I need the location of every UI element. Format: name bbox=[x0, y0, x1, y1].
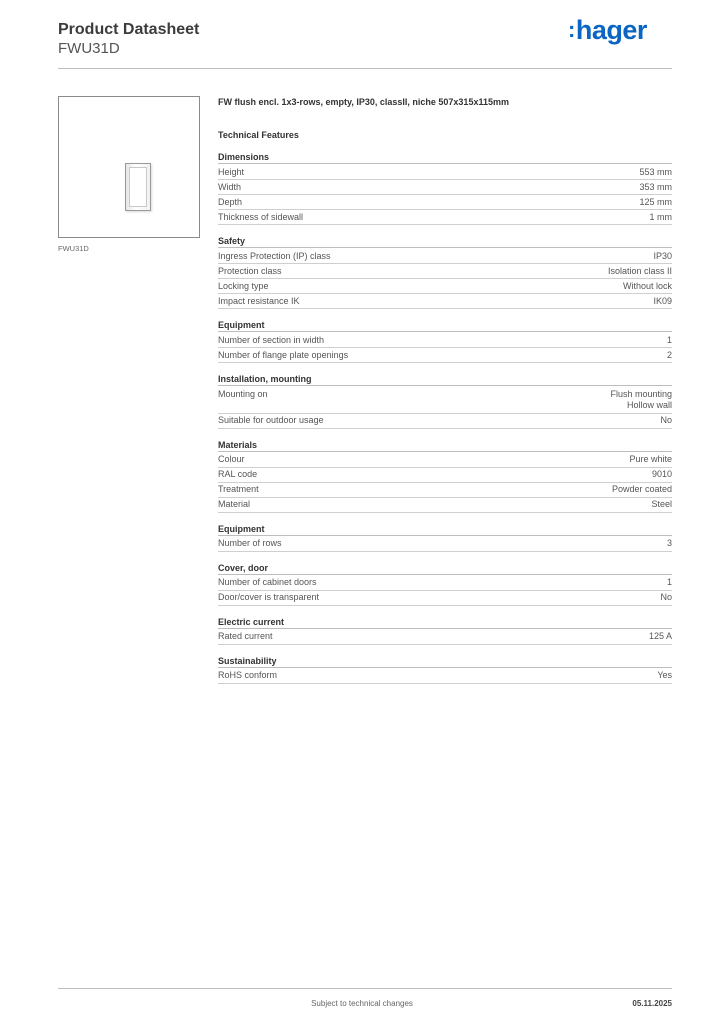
feature-label: Number of rows bbox=[218, 538, 282, 548]
product-code: FWU31D bbox=[58, 40, 120, 57]
section-title: Sustainability bbox=[218, 655, 672, 668]
section-title: Electric current bbox=[218, 616, 672, 629]
feature-label: Number of cabinet doors bbox=[218, 577, 317, 587]
page-title: Product Datasheet bbox=[58, 21, 200, 38]
feature-value: 553 mm bbox=[639, 166, 672, 177]
feature-row bbox=[218, 264, 672, 279]
technical-content bbox=[218, 96, 672, 694]
feature-section bbox=[218, 151, 672, 225]
feature-label: Colour bbox=[218, 454, 245, 464]
feature-value: IK09 bbox=[653, 295, 672, 306]
feature-value: 2 bbox=[666, 349, 672, 360]
feature-row bbox=[218, 537, 672, 552]
feature-section bbox=[218, 319, 672, 363]
feature-section bbox=[218, 562, 672, 606]
section-title: Safety bbox=[218, 235, 672, 248]
feature-label: RAL code bbox=[218, 469, 258, 479]
feature-label: Door/cover is transparent bbox=[218, 592, 320, 602]
product-image-frame bbox=[58, 96, 200, 238]
feature-row bbox=[218, 333, 672, 348]
feature-row bbox=[218, 165, 672, 180]
feature-label: Impact resistance IK bbox=[218, 295, 300, 306]
product-image-caption: FWU31D bbox=[58, 244, 89, 253]
feature-label: Thickness of sidewall bbox=[218, 211, 304, 222]
feature-section bbox=[218, 373, 672, 429]
section-title: Dimensions bbox=[218, 151, 672, 164]
section-title: Equipment bbox=[218, 319, 672, 332]
feature-value: 1 bbox=[666, 334, 672, 345]
feature-value: Isolation class II bbox=[607, 265, 672, 276]
feature-value: Without lock bbox=[622, 280, 672, 291]
feature-value: 9010 bbox=[651, 469, 672, 479]
feature-label: Protection class bbox=[218, 265, 282, 276]
footer-note: Subject to technical changes bbox=[311, 999, 413, 1008]
feature-section bbox=[218, 655, 672, 684]
logo-text: hager bbox=[575, 15, 647, 45]
enclosure-product-image bbox=[125, 163, 151, 211]
product-description: FW flush encl. 1x3-rows, empty, IP30, classII, niche 507x315x115mm bbox=[218, 97, 509, 107]
header-divider bbox=[58, 68, 672, 69]
feature-label: Rated current bbox=[218, 631, 273, 641]
feature-label: Number of section in width bbox=[218, 334, 325, 345]
feature-row bbox=[218, 180, 672, 195]
feature-row bbox=[218, 630, 672, 645]
feature-label: Treatment bbox=[218, 484, 259, 494]
footer-date: 05.11.2025 bbox=[632, 999, 672, 1008]
feature-value: 1 bbox=[666, 577, 672, 587]
feature-row bbox=[218, 483, 672, 498]
technical-features-heading: Technical Features bbox=[218, 130, 299, 140]
feature-value: Powder coated bbox=[611, 484, 672, 494]
feature-label: Ingress Protection (IP) class bbox=[218, 250, 331, 261]
feature-label: Locking type bbox=[218, 280, 269, 291]
feature-row bbox=[218, 498, 672, 513]
feature-row bbox=[218, 453, 672, 468]
feature-label: Mounting on bbox=[218, 388, 268, 399]
feature-label: Height bbox=[218, 166, 245, 177]
hager-logo bbox=[568, 15, 647, 46]
feature-sections bbox=[218, 151, 672, 684]
feature-section bbox=[218, 439, 672, 513]
footer-divider bbox=[58, 988, 672, 989]
feature-row bbox=[218, 414, 672, 429]
feature-row bbox=[218, 591, 672, 606]
feature-label: Depth bbox=[218, 196, 243, 207]
section-title: Equipment bbox=[218, 523, 672, 536]
section-title: Cover, door bbox=[218, 562, 672, 575]
feature-value: 353 mm bbox=[639, 181, 672, 192]
feature-label: RoHS conform bbox=[218, 670, 278, 680]
feature-value: 125 mm bbox=[639, 196, 672, 207]
feature-value: Steel bbox=[651, 499, 672, 509]
logo-colon-mark: : bbox=[568, 17, 575, 42]
feature-value: 125 A bbox=[648, 631, 672, 641]
feature-label: Width bbox=[218, 181, 242, 192]
feature-value: No bbox=[660, 415, 672, 425]
feature-row bbox=[218, 669, 672, 684]
feature-row bbox=[218, 576, 672, 591]
feature-value: 3 bbox=[666, 538, 672, 548]
feature-value: Pure white bbox=[629, 454, 672, 464]
feature-value: Flush mounting Hollow wall bbox=[610, 388, 672, 410]
feature-value: No bbox=[660, 592, 672, 602]
feature-label: Number of flange plate openings bbox=[218, 349, 349, 360]
feature-value: IP30 bbox=[653, 250, 672, 261]
feature-value: 1 mm bbox=[649, 211, 672, 222]
feature-row bbox=[218, 348, 672, 363]
feature-row bbox=[218, 249, 672, 264]
feature-row bbox=[218, 387, 672, 414]
feature-row bbox=[218, 468, 672, 483]
feature-row bbox=[218, 279, 672, 294]
feature-value: Yes bbox=[657, 670, 672, 680]
section-title: Materials bbox=[218, 439, 672, 452]
section-title: Installation, mounting bbox=[218, 373, 672, 386]
feature-row bbox=[218, 210, 672, 225]
feature-section bbox=[218, 523, 672, 552]
feature-label: Suitable for outdoor usage bbox=[218, 415, 324, 425]
feature-row bbox=[218, 294, 672, 309]
feature-row bbox=[218, 195, 672, 210]
feature-label: Material bbox=[218, 499, 251, 509]
feature-section bbox=[218, 235, 672, 309]
feature-section bbox=[218, 616, 672, 645]
